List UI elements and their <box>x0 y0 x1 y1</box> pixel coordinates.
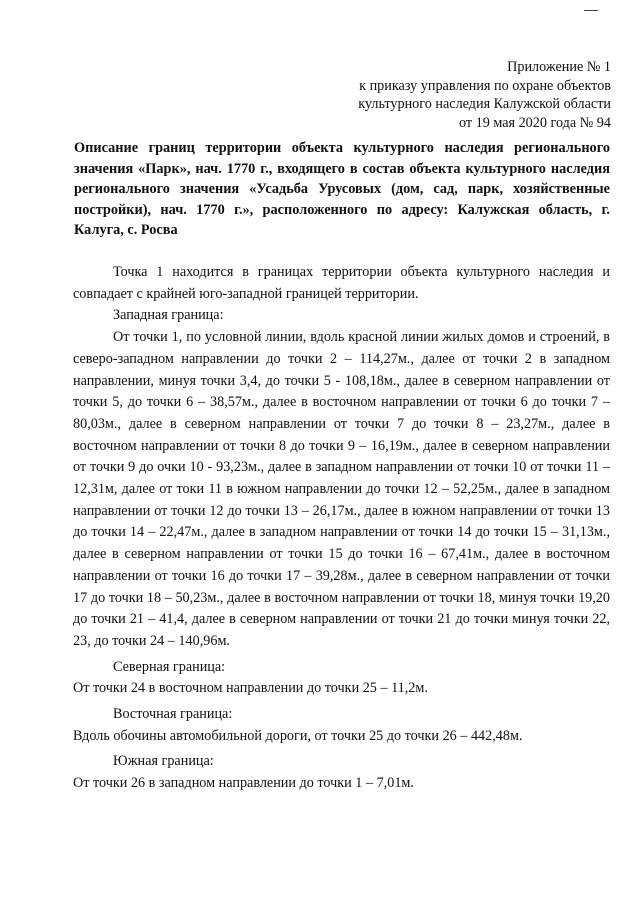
south-boundary-heading: Южная граница: <box>113 753 214 770</box>
appendix-line: от 19 мая 2020 года № 94 <box>458 114 611 131</box>
document-title: Описание границ территории объекта культурного наследия регионального значения «Парк», нач. 1770 г., входящего в состав объекта культурного наследия регионального значения «Усадьба Урусовых (дом, сад, парк, хозяйственные постройки), нач. 1770 г.», расположенного по адресу: Калужская область, г. Калуга, с. Росва <box>74 140 610 238</box>
appendix-header <box>358 58 611 132</box>
intro-paragraph: Точка 1 находится в границах территории объекта культурного наследия и совпадает с крайней юго-западной границей территории. <box>73 264 610 302</box>
west-boundary-heading: Западная граница: <box>113 307 224 324</box>
appendix-line: Приложение № 1 <box>507 59 611 75</box>
west-boundary-text: От точки 1, по условной линии, вдоль красной линии жилых домов и строений, в северо-западном направлении до точки 2 – 114,27м., далее от точки 2 в западном направлении, минуя точки 3,4, до точки 5 - 108,18м., далее в северном направлении от точки 5, до точки 6 – 38,57м., далее в восточном направлении от точки 6 до точки 7 – 80,03м., далее в северном направлении от точки 7 до точки 8 – 23,27м., далее в восточном направлении от точки 8 до точки 9 – 16,19м., далее в северном направлении от точки 9 до очки 10 - 93,23м., далее в западном направлении от точки 10 от точки 11 – 12,31м, далее от токи 11 в южном направлении до точки 12 – 52,25м., далее в западном направлении от точки 12 до точки 13 – 26,17м., далее в южном направлении от точки 13 до точки 14 – 22,47м., далее в западном направлении от точки 14 до точки 15 – 31,13м., далее в северном направлении от точки 15 до точки 16 – 67,41м., далее в восточном направлении от точки 16 до точки 17 – 39,28м., далее в северном направлении от точки 17 до точки 18 – 50,23м., далее в восточном направлении от точки 18, минуя точки 19,20 до точки 21 – 41,4, далее в северном направлении от точки 21 до точки минуя точки 22, 23, до точки 24 – 140,96м. <box>73 329 610 649</box>
south-boundary-text: От точки 26 в западном направлении до точки 1 – 7,01м. <box>73 775 414 792</box>
north-boundary-heading: Северная граница: <box>113 658 226 675</box>
appendix-line: к приказу управления по охране объектов <box>359 77 611 94</box>
scan-mark <box>584 10 598 11</box>
appendix-line: культурного наследия Калужской области <box>358 96 611 112</box>
east-boundary-heading: Восточная граница: <box>113 706 233 723</box>
east-boundary-text: Вдоль обочины автомобильной дороги, от точки 25 до точки 26 – 442,48м. <box>73 727 523 744</box>
document-body <box>73 262 610 795</box>
north-boundary-text: От точки 24 в восточном направлении до точки 25 – 11,2м. <box>73 680 428 697</box>
